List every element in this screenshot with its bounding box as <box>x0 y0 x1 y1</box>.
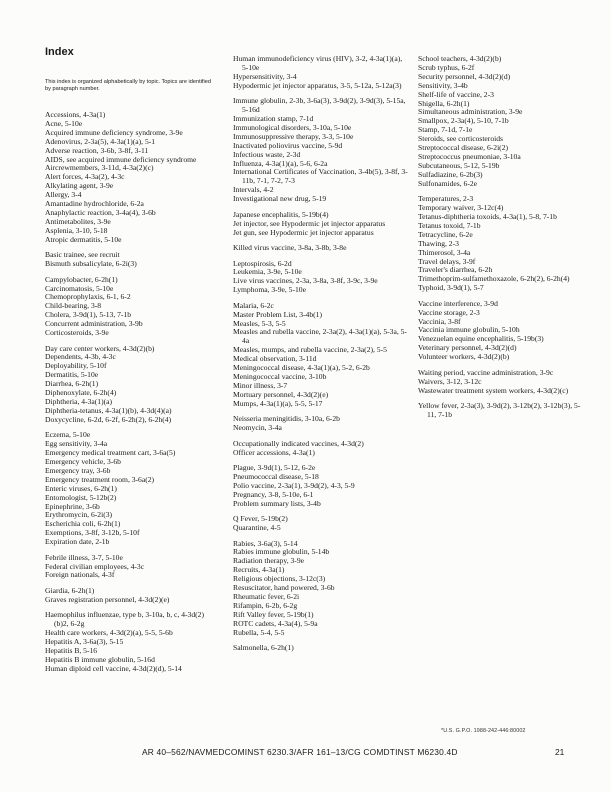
index-entry: Enteric viruses, 6-2h(1) <box>45 483 117 493</box>
index-entry: Sensitivity, 3-4b <box>418 80 468 90</box>
index-entry: Chemoprophylaxis, 6-1, 6-2 <box>45 292 131 302</box>
index-entry: Amantadine hydrochloride, 6-2a <box>45 199 144 209</box>
index-entry: Measles, 5-3, 5-5 <box>233 318 286 328</box>
index-entry: Emergency medical treatment cart, 3-6a(5) <box>45 448 176 458</box>
index-entry: Streptococcus pneumoniae, 3-10a <box>418 151 521 161</box>
index-letter-group <box>418 195 588 293</box>
index-entry: Rabies immune globulin, 5-14b <box>233 547 330 557</box>
index-entry: Lymphoma, 3-9e, 5-10e <box>233 285 306 295</box>
index-entry: Expiration date, 2-1b <box>45 537 110 547</box>
index-entry: Inactivated poliovirus vaccine, 5-9d <box>233 140 343 150</box>
index-entry: Alert forces, 4-3a(2), 4-3c <box>45 172 125 182</box>
index-entry: Q Fever, 5-19b(2) <box>233 514 288 524</box>
index-entry: Leptospirosis, 6-2d <box>233 258 292 268</box>
index-entry: Traveler's diarrhea, 6-2h <box>418 265 493 275</box>
index-entry: Sulfonamides, 6-2e <box>418 178 478 188</box>
index-letter-group <box>233 260 408 296</box>
index-entry: Diarrhea, 6-2h(1) <box>45 379 99 389</box>
index-letter-group <box>418 300 588 362</box>
index-entry: Immune globulin, 2-3b, 3-6a(3), 3-9d(2), 3-9d(3), 5-15a, 5-16d <box>233 96 406 115</box>
index-entry: Quarantine, 4-5 <box>233 523 281 533</box>
index-entry: Human immunodeficiency virus (HIV), 3-2, 4-3a(1)(a), 5-10e <box>233 54 403 72</box>
index-letter-group <box>45 276 217 338</box>
index-entry: Graves registration personnel, 4-3d(2)(e) <box>45 594 170 604</box>
index-entry: Corticosteroids, 3-9e <box>45 328 109 338</box>
index-entry: Diphenoxylate, 6-2h(4) <box>45 388 117 398</box>
index-entry: Rubella, 5-4, 5-5 <box>233 627 285 637</box>
index-entry: Problem summary lists, 3-4b <box>233 498 321 508</box>
index-entry: Measles and rubella vaccine, 2-3a(2), 4-3a(1)(a), 5-3a, 5-4a <box>233 327 407 346</box>
index-entry: Hepatitis B, 5-16 <box>45 646 98 655</box>
index-entry: Deployability, 5-10f <box>45 361 107 371</box>
index-entry: Hypodermic jet injector apparatus, 3-5, 5-12a, 5-12a(3) <box>233 80 402 90</box>
index-entry: Vaccinia immune globulin, 5-10h <box>418 325 520 335</box>
index-entry: Shelf-life of vaccine, 2-3 <box>418 89 494 99</box>
index-entry: Rifampin, 6-2b, 6-2g <box>233 600 298 610</box>
index-letter-group <box>233 464 408 509</box>
document-identifier: AR 40–562/NAVMEDCOMINST 6230.3/AFR 161–13/CG COMDTINST M6230.4D <box>142 747 458 757</box>
index-entry: Killed virus vaccine, 3-8a, 3-8b, 3-8e <box>233 243 347 252</box>
index-entry: Carcinomatosis, 5-10e <box>45 283 114 293</box>
index-entry: Investigational new drug, 5-19 <box>233 194 327 204</box>
index-entry: Veterinary personnel, 4-3d(2)(d) <box>418 343 517 353</box>
page-title: Index <box>45 46 74 58</box>
index-entry: Human diploid cell vaccine, 4-3d(2)(d), 5-14 <box>45 663 182 673</box>
index-entry: Eczema, 5-10e <box>45 430 91 440</box>
index-entry: Tetracycline, 6-2e <box>418 229 473 239</box>
index-entry: Temporary waiver, 3-12c(4) <box>418 203 504 213</box>
index-entry: Mortuary personnel, 4-3d(2)(e) <box>233 389 329 399</box>
index-entry: Vaccinia, 3-8f <box>418 316 461 326</box>
index-entry: Trimethoprim-sulfamethoxazole, 6-2h(2), 6-2h(4) <box>418 274 570 284</box>
index-entry: Doxycycline, 6-2d, 6-2f, 6-2h(2), 6-2h(4) <box>45 414 172 424</box>
index-letter-group <box>45 431 217 547</box>
index-entry: Hypersensitivity, 3-4 <box>233 71 297 81</box>
index-entry: Neomycin, 3-4a <box>233 423 282 433</box>
index-entry: Thimerosol, 3-4a <box>418 247 471 257</box>
index-entry: Erythromycin, 6-2i(3) <box>45 510 113 520</box>
printing-imprint: *U.S. G.P.O. 1988-242-446:80002 <box>441 728 526 734</box>
index-entry: Hepatitis A, 3-6a(3), 5-15 <box>45 637 124 647</box>
index-entry: Giardia, 6-2h(1) <box>45 585 95 595</box>
index-entry: Rheumatic fever, 6-2i <box>233 591 300 601</box>
index-entry: Steroids, see corticosteroids <box>418 134 503 144</box>
index-entry: Tetanus toxoid, 7-1b <box>418 220 481 230</box>
index-entry: Meningococcal vaccine, 3-10b <box>233 371 327 381</box>
index-entry: Asplenia, 3-10, 5-18 <box>45 225 108 235</box>
index-entry: Intervals, 4-2 <box>233 185 274 195</box>
index-letter-group <box>45 587 217 605</box>
index-letter-group <box>233 415 408 433</box>
index-entry: Foreign nationals, 4-3f <box>45 570 115 580</box>
index-letter-group <box>418 369 588 396</box>
index-entry: Simultaneous administration, 3-9e <box>418 107 523 117</box>
index-entry: International Certificates of Vaccination, 3-4b(5), 3-8f, 3-11b, 7-1, 7-2, 7-3 <box>233 167 408 186</box>
index-letter-group <box>45 345 217 425</box>
index-entry: Thawing, 2-3 <box>418 238 459 248</box>
index-entry: Sulfadiazine, 6-2b(3) <box>418 169 483 179</box>
index-letter-group <box>233 244 408 253</box>
index-column-1 <box>45 111 217 680</box>
index-letter-group <box>233 515 408 533</box>
index-letter-group <box>418 402 588 420</box>
index-entry: Radiation therapy, 3-9e <box>233 556 304 566</box>
index-entry: Epinephrine, 3-6b <box>45 501 100 511</box>
index-entry: Resuscitator, hand powered, 3-6b <box>233 583 335 593</box>
index-entry: Emergency vehicle, 3-6b <box>45 457 121 466</box>
index-entry: Meningococcal disease, 4-3a(1)(a), 5-2, 6-2b <box>233 363 370 373</box>
index-letter-group <box>233 644 408 653</box>
index-entry: Bismuth subsalicylate, 6-2i(3) <box>45 259 137 269</box>
index-entry: Tetanus-diphtheria toxoids, 4-3a(1), 5-8, 7-1b <box>418 212 557 221</box>
index-letter-group <box>45 554 217 581</box>
index-entry: Vaccine interference, 3-9d <box>418 298 498 308</box>
index-entry: Cholera, 3-9d(1), 5-13, 7-1b <box>45 310 132 320</box>
index-entry: Anaphylactic reaction, 3-4a(4), 3-6b <box>45 207 156 217</box>
index-entry: Emergency tray, 3-6b <box>45 465 111 475</box>
index-entry: Adenovirus, 2-3a(5), 4-3a(1)(a), 5-1 <box>45 136 156 146</box>
index-entry: School teachers, 4-3d(2)(b) <box>418 54 502 63</box>
index-entry: Shigella, 6-2h(1) <box>418 98 470 108</box>
index-entry: Influenza, 4-3a(1)(a), 5-6, 6-2a <box>233 158 328 168</box>
index-entry: Pregnancy, 3-8, 5-10e, 6-1 <box>233 489 314 499</box>
index-entry: Stamp, 7-1d, 7-1e <box>418 125 473 135</box>
index-entry: Streptococcal disease, 6-2i(2) <box>418 143 509 153</box>
index-entry: Jet gun, see Hypodermic jet injector apparatus <box>233 227 374 237</box>
index-entry: Rift Valley fever, 5-19b(1) <box>233 609 314 619</box>
index-entry: Emergency treatment room, 3-6a(2) <box>45 474 155 484</box>
index-entry: Recruits, 4-3a(1) <box>233 565 285 575</box>
index-entry: Health care workers, 4-3d(2)(a), 5-5, 5-6b <box>45 628 173 638</box>
index-entry: Scrub typhus, 6-2f <box>418 62 475 72</box>
index-entry: Dependents, 4-3b, 4-3c <box>45 352 116 362</box>
index-entry: Acne, 5-10e <box>45 118 83 128</box>
index-entry: Basic trainee, see recruit <box>45 250 120 260</box>
index-entry: Acquired immune deficiency syndrome, 3-9e <box>45 127 183 137</box>
index-entry: Venezuelan equine encephalitis, 5-19b(3) <box>418 334 544 344</box>
index-entry: Polio vaccine, 2-3a(1), 3-9d(2), 4-3, 5-9 <box>233 480 355 490</box>
index-entry: Immunization stamp, 7-1d <box>233 114 314 124</box>
index-entry: ROTC cadets, 4-3a(4), 5-9a <box>233 618 318 628</box>
index-entry: Exemptions, 3-8f, 3-12b, 5-10f <box>45 528 140 538</box>
index-entry: Waivers, 3-12, 3-12c <box>418 376 482 386</box>
index-entry: Hepatitis B immune globulin, 5-16d <box>45 654 155 664</box>
index-entry: Aircrewmembers, 3-11d, 4-3a(2)(c) <box>45 163 154 173</box>
index-entry: Egg sensitivity, 3-4a <box>45 439 108 449</box>
index-entry: Federal civilian employees, 4-3c <box>45 561 145 571</box>
index-entry: Infectious waste, 2-3d <box>233 149 301 159</box>
index-entry: Antimetabolites, 3-9e <box>45 216 111 226</box>
index-entry: Immunological disorders, 3-10a, 5-10e <box>233 122 352 132</box>
index-entry: Concurrent administration, 3-9b <box>45 319 143 329</box>
index-letter-group <box>233 55 408 91</box>
index-entry: Yellow fever, 2-3a(3), 3-9d(2), 3-12b(2), 3-12b(3), 5-11, 7-1b <box>418 401 581 419</box>
index-entry: Plague, 3-9d(1), 5-12, 6-2e <box>233 463 316 472</box>
index-entry: Occupationally indicated vaccines, 4-3d(2) <box>233 438 364 448</box>
index-entry: Rabies, 3-6a(3), 5-14 <box>233 538 298 548</box>
index-entry: Haemophilus influenzae, type b, 3-10a, b, c, 4-3d(2)(b)2, 6-2g <box>45 610 204 629</box>
index-entry: Master Problem List, 3-4b(1) <box>233 309 323 319</box>
index-entry: Waiting period, vaccine administration, 3-9c <box>418 367 554 377</box>
index-entry: Temperatures, 2-3 <box>418 194 474 204</box>
index-entry: Religious objections, 3-12c(3) <box>233 574 326 584</box>
index-letter-group <box>233 540 408 638</box>
index-entry: Pneumococcal disease, 5-18 <box>233 471 319 481</box>
index-entry: Child-bearing, 3-8 <box>45 301 102 311</box>
index-entry: Alkylating agent, 3-9e <box>45 181 114 191</box>
index-entry: Neisseria meningitidis, 3-10a, 6-2b <box>233 414 340 424</box>
index-entry: Japanese encephalitis, 5-19b(4) <box>233 209 329 219</box>
index-entry: Accessions, 4-3a(1) <box>45 110 106 119</box>
index-entry: Wastewater treatment system workers, 4-3d(2)(c) <box>418 385 569 395</box>
index-entry: Day care center workers, 4-3d(2)(b) <box>45 343 155 353</box>
index-entry: Malaria, 6-2c <box>233 300 274 310</box>
index-entry: Volunteer workers, 4-3d(2)(b) <box>418 352 510 362</box>
index-entry: Diphtheria-tetanus, 4-3a(1)(b), 4-3d(4)(a) <box>45 405 172 415</box>
index-column-2 <box>233 55 408 660</box>
index-entry: Subcutaneous, 5-12, 5-19b <box>418 160 500 170</box>
page-number: 21 <box>555 747 565 757</box>
index-entry: Dermatitis, 5-10e <box>45 370 99 380</box>
index-letter-group <box>418 55 588 189</box>
index-entry: Security personnel, 4-3d(2)(d) <box>418 71 511 81</box>
index-entry: AIDS, see acquired immune deficiency syndrome <box>45 154 197 164</box>
index-entry: Vaccine storage, 2-3 <box>418 307 480 317</box>
index-letter-group <box>233 211 408 238</box>
index-entry: Salmonella, 6-2h(1) <box>233 643 294 653</box>
index-entry: Officer accessions, 4-3a(1) <box>233 447 315 457</box>
index-entry: Leukemia, 3-9e, 5-10e <box>233 267 302 277</box>
index-entry: Travel delays, 3-9f <box>418 256 476 266</box>
index-entry: Mumps, 4-3a(1)(a), 5-5, 5-17 <box>233 398 323 408</box>
index-intro: This index is organized alphabetically by topic. Topics are identified by paragraph number. <box>45 79 211 92</box>
index-entry: Diphtheria, 4-3a(1)(a) <box>45 396 113 406</box>
index-column-3 <box>418 55 588 426</box>
index-entry: Minor illness, 3-7 <box>233 380 288 390</box>
index-letter-group <box>45 111 217 245</box>
index-entry: Entomologist, 5-12b(2) <box>45 492 117 502</box>
index-letter-group <box>45 251 217 269</box>
index-letter-group <box>233 302 408 409</box>
index-entry: Typhoid, 3-9d(1), 5-7 <box>418 283 484 293</box>
index-entry: Medical observation, 3-11d <box>233 354 317 364</box>
index-entry: Jet injector, see Hypodermic jet injector apparatus <box>233 218 386 228</box>
index-letter-group <box>233 97 408 204</box>
index-entry: Atropic dermatitis, 5-10e <box>45 234 122 244</box>
index-letter-group <box>45 611 217 673</box>
index-entry: Adverse reaction, 3-6b, 3-8f, 3-11 <box>45 145 149 155</box>
index-entry: Measles, mumps, and rubella vaccine, 2-3a(2), 5-5 <box>233 345 387 355</box>
index-entry: Escherichia coli, 6-2h(1) <box>45 519 121 529</box>
index-entry: Live virus vaccines, 2-3a, 3-8a, 3-8f, 3-9c, 3-9e <box>233 276 378 286</box>
index-letter-group <box>233 440 408 458</box>
index-entry: Febrile illness, 3-7, 5-10e <box>45 552 123 562</box>
index-entry: Allergy, 3-4 <box>45 190 82 200</box>
index-entry: Immunosuppressive therapy, 3-3, 5-10e <box>233 131 354 141</box>
index-entry: Smallpox, 2-3a(4), 5-10, 7-1b <box>418 116 509 126</box>
index-entry: Campylobacter, 6-2h(1) <box>45 274 118 284</box>
